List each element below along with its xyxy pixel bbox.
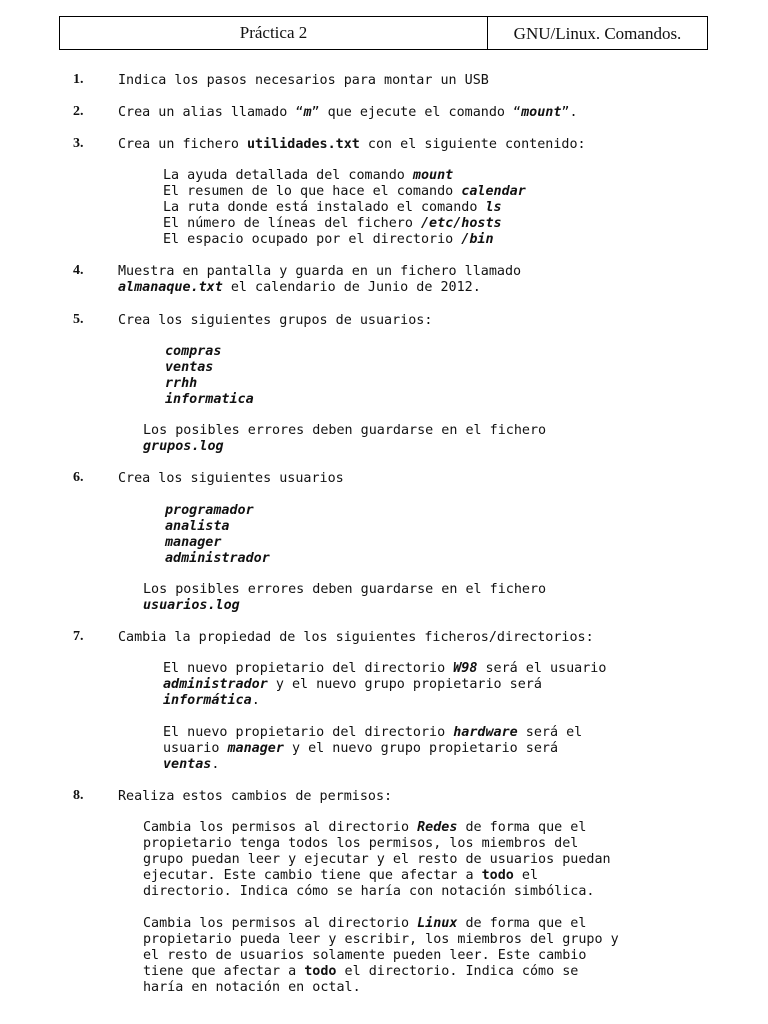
sub-line [163,200,502,216]
para-line [163,661,606,677]
text-run: el calendario de Junio de 2012. [222,280,481,295]
para-line [143,948,586,964]
text-run: Crea un fichero [118,137,247,152]
text-run: La ruta donde está instalado el comando [163,200,486,215]
text-run: programador [165,503,254,518]
text-run: analista [165,519,230,534]
item-line [118,630,594,646]
text-run: m [303,105,312,120]
item-number: 8. [73,788,84,803]
text-run: compras [165,344,222,359]
text-run: todo [481,868,514,883]
text-run: propietario pueda leer y escribir, los miembros del grupo y [143,932,619,947]
item-number: 2. [73,104,84,119]
para-line [163,693,260,709]
text-run: informatica [165,392,254,407]
text-run: hardware [453,725,518,740]
text-run: ”. [561,105,578,120]
text-run: Los posibles errores deben guardarse en el fichero [143,423,547,438]
text-run: Linux [417,916,458,931]
item-line [118,280,481,296]
para-line [143,852,611,868]
item-number: 6. [73,470,84,485]
text-run: rrhh [165,376,198,391]
text-run: ls [485,200,502,215]
text-run: grupos.log [143,439,224,454]
note-line [143,598,240,614]
text-run: ejecutar. Este cambio tiene que afectar a [143,868,482,883]
sub-line [165,503,254,519]
item-line [118,73,489,89]
text-run: administrador [163,677,268,692]
sub-line [165,519,230,535]
sub-line [165,376,197,392]
header-table [59,16,708,50]
text-run: directorio. Indica cómo se haría con notación simbólica. [143,884,595,899]
text-run: calendar [461,184,526,199]
item-number: 1. [73,72,84,87]
text-run: el directorio. Indica cómo se [336,964,579,979]
text-run: manager [227,741,284,756]
text-run: Crea un alias llamado “ [118,105,304,120]
text-run: el [513,868,539,883]
text-run: será el usuario [477,661,607,676]
note-line [143,439,224,455]
text-run: Redes [417,820,458,835]
text-run: de forma que el [457,916,587,931]
text-run: . [211,757,220,772]
item-line [118,137,586,153]
text-run: /etc/hosts [420,216,502,231]
sub-line [163,168,453,184]
text-run: ” que ejecute el comando “ [311,105,522,120]
item-number: 5. [73,312,84,327]
note-line [143,423,546,439]
text-run: informática [163,693,252,708]
text-run: y el nuevo grupo propietario será [267,677,542,692]
text-run: Realiza estos cambios de permisos: [118,789,393,804]
text-run: El nuevo propietario del directorio [163,661,454,676]
text-run: . [251,693,260,708]
note-line [143,582,546,598]
text-run: Indica los pasos necesarios para montar un USB [118,73,489,88]
sub-line [163,232,494,248]
para-line [143,916,586,932]
text-run: /bin [461,232,494,247]
sub-line [165,392,254,408]
text-run: ventas [163,757,212,772]
para-line [163,757,219,773]
text-run: todo [304,964,337,979]
item-line [118,471,344,487]
text-run: El nuevo propietario del directorio [163,725,454,740]
text-run: propietario tenga todos los permisos, los miembros del [143,836,579,851]
text-run: utilidades.txt [247,137,360,152]
sub-line [165,535,221,551]
text-run: ventas [165,360,214,375]
text-run: Crea los siguientes grupos de usuarios: [118,313,433,328]
text-run: haría en notación en octal. [143,980,361,995]
para-line [143,932,619,948]
text-run: Crea los siguientes usuarios [118,471,344,486]
text-run: de forma que el [457,820,587,835]
text-run: será el [517,725,583,740]
text-run: manager [165,535,222,550]
sub-line [165,551,270,567]
para-line [163,677,542,693]
para-line [143,884,594,900]
text-run: Cambia la propiedad de los siguientes ficheros/directorios: [118,630,594,645]
item-line [118,264,521,280]
text-run: usuario [163,741,228,756]
para-line [143,836,578,852]
text-run: El resumen de lo que hace el comando [163,184,462,199]
para-line [143,980,361,996]
text-run: almanaque.txt [118,280,223,295]
para-line [143,964,578,980]
text-run: El número de líneas del fichero [163,216,421,231]
item-number: 4. [73,263,84,278]
text-run: Muestra en pantalla y guarda en un fichero llamado [118,264,522,279]
text-run: grupo puedan leer y ejecutar y el resto de usuarios puedan [143,852,611,867]
sub-line [163,184,526,200]
text-run: Los posibles errores deben guardarse en el fichero [143,582,547,597]
para-line [163,741,558,757]
text-run: mount [521,105,562,120]
text-run: administrador [165,551,270,566]
text-run: Cambia los permisos al directorio [143,820,418,835]
text-run: El espacio ocupado por el directorio [163,232,462,247]
sub-line [163,216,502,232]
text-run: con el siguiente contenido: [359,137,586,152]
para-line [143,820,586,836]
text-run: el resto de usuarios solamente pueden leer. Este cambio [143,948,587,963]
item-number: 7. [73,629,84,644]
subject-title: GNU/Linux. Comandos. [513,24,682,43]
sub-line [165,360,213,376]
text-run: mount [412,168,454,183]
para-line [143,868,538,884]
item-line [118,789,392,805]
item-number: 3. [73,136,84,151]
item-line [118,105,578,121]
text-run: tiene que afectar a [143,964,305,979]
text-run: La ayuda detallada del comando [163,168,413,183]
sub-line [165,344,221,360]
item-line [118,313,432,329]
text-run: Cambia los permisos al directorio [143,916,418,931]
text-run: y el nuevo grupo propietario será [283,741,559,756]
text-run: usuarios.log [143,598,240,613]
practice-title: Práctica 2 [60,17,488,49]
text-run: W98 [453,661,478,676]
para-line [163,725,582,741]
